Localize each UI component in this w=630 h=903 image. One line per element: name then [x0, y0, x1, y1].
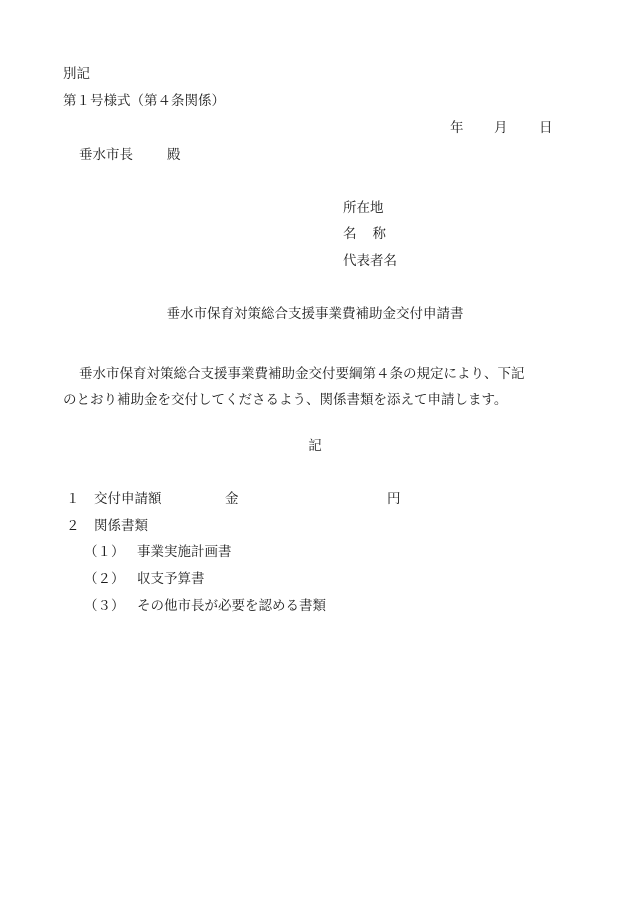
applicant-representative-label: 代表者名: [343, 253, 397, 269]
item-label-documents: 関係書類: [94, 518, 148, 534]
applicant-name-label: 名称: [343, 226, 402, 242]
attachment-number: （３）: [84, 598, 125, 614]
annex-note: 別記: [63, 66, 90, 82]
addressee-name: 垂水市長: [79, 147, 133, 163]
attachment-item: その他市長が必要を認める書類: [137, 598, 326, 614]
applicant-address-label: 所在地: [343, 200, 384, 216]
attachment-item: 事業実施計画書: [137, 544, 232, 560]
item-number: １: [66, 491, 80, 507]
amount-prefix: 金: [225, 491, 239, 507]
date-month-label: 月: [494, 120, 508, 136]
amount-suffix: 円: [387, 491, 401, 507]
addressee-honorific: 殿: [167, 147, 181, 163]
body-line: 垂水市保育対策総合支援事業費補助金交付要綱第４条の規定により、下記: [79, 366, 525, 382]
date-day-label: 日: [539, 120, 553, 136]
item-label-amount: 交付申請額: [94, 491, 162, 507]
application-body: [63, 361, 583, 413]
attachment-item: 収支予算書: [137, 571, 205, 587]
item-number: ２: [66, 518, 80, 534]
ki-heading: 記: [308, 438, 322, 454]
date-year-label: 年: [450, 120, 464, 136]
form-number: 第１号様式（第４条関係）: [63, 93, 225, 109]
attachment-number: （２）: [84, 571, 125, 587]
attachment-number: （１）: [84, 544, 125, 560]
body-line: のとおり補助金を交付してくださるよう、関係書類を添えて申請します。: [63, 392, 508, 408]
document-title: 垂水市保育対策総合支援事業費補助金交付申請書: [166, 306, 464, 322]
